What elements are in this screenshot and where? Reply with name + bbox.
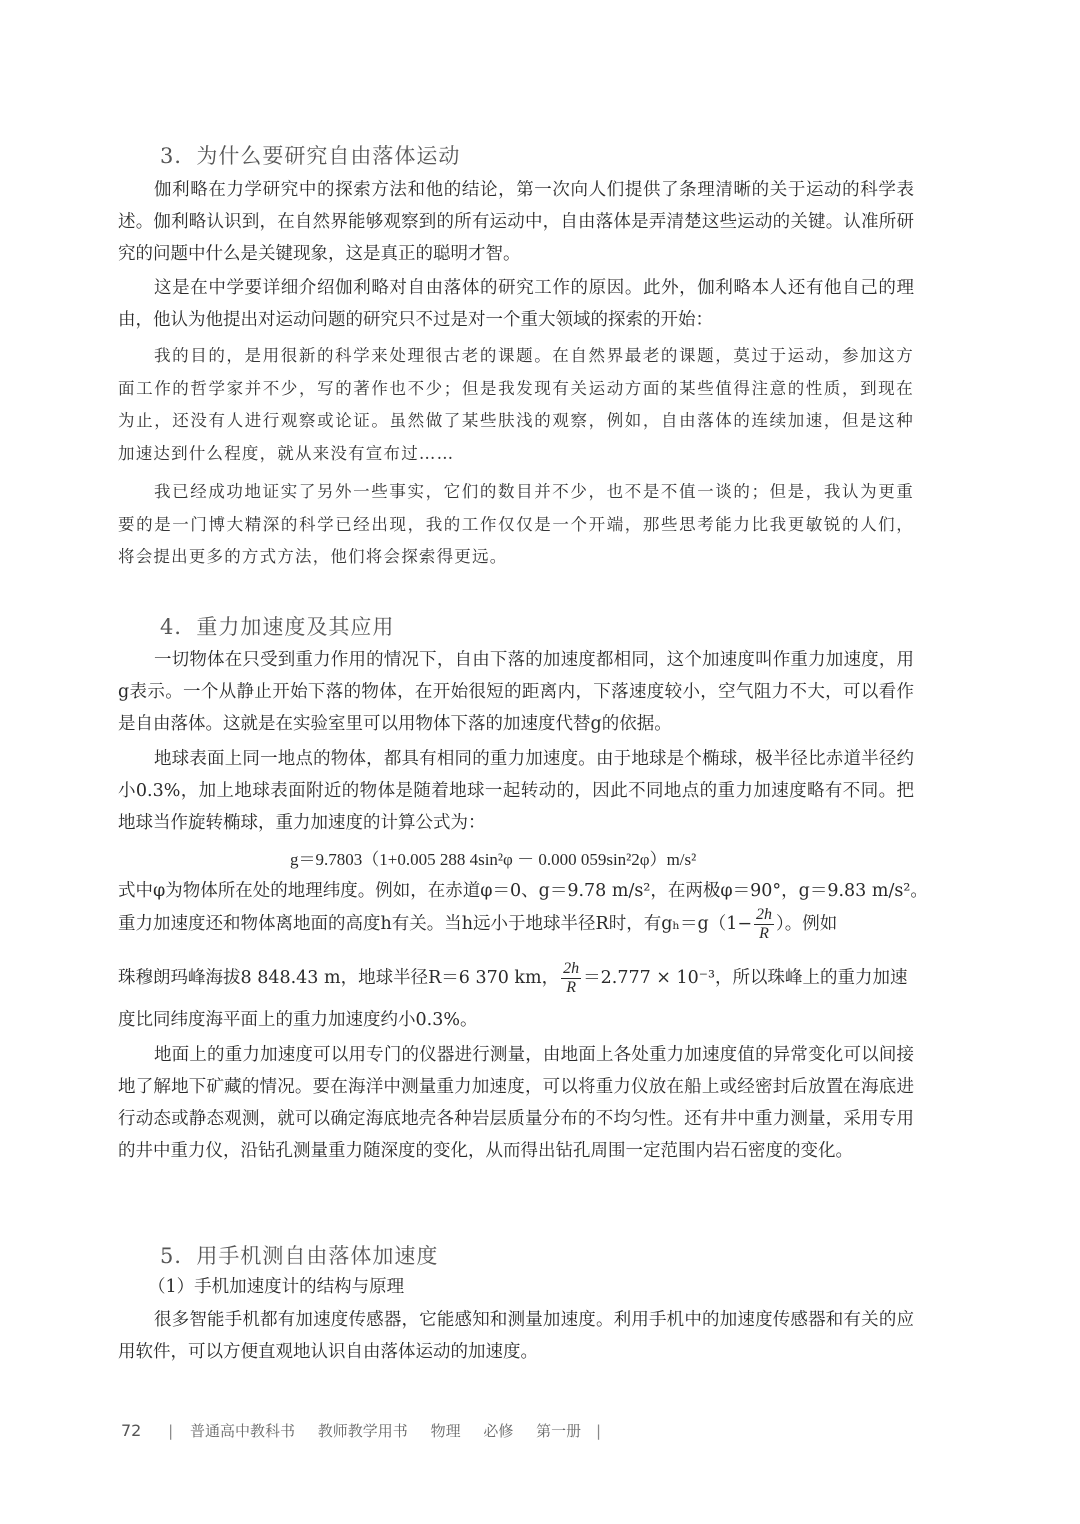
section-5-subheading: （1）手机加速度计的结构与原理 (148, 1277, 405, 1297)
everest-conclusion-line: 度比同纬度海平面上的重力加速度约小0.3%。 (118, 1010, 478, 1030)
fraction-denominator: R (759, 925, 769, 942)
fraction-2h-over-R-value (561, 960, 581, 997)
gravity-formula: g＝9.7803（1+0.005 288 4sin²φ － 0.000 059sin²2φ）m/s² (290, 850, 697, 869)
page-footer (121, 1420, 601, 1441)
section-3-heading: 3．为什么要研究自由落体运动 (160, 144, 461, 168)
height-relation-text-end: ）。例如 (776, 914, 838, 934)
fraction-numerator: 2h (563, 960, 580, 977)
everest-example-line (118, 960, 908, 997)
fraction-2h-over-R (754, 906, 774, 943)
footer-category: 必修 (483, 1422, 514, 1440)
fraction-numerator: 2h (756, 906, 772, 923)
section-3-paragraph-2: 这是在中学要详细介绍伽利略对自由落体的研究工作的原因。此外，伽利略本人还有他自己的理由，他认为他提出对运动问题的研究只不过是对一个重大领域的探索的开始： (118, 278, 914, 330)
section-4-paragraph-3: 地面上的重力加速度可以用专门的仪器进行测量，由地面上各处重力加速度值的异常变化可以间接地了解地下矿藏的情况。要在海洋中测量重力加速度，可以将重力仪放在船上或经密封后放置在海底进行动态或静态观测，就可以确定海底地壳各种岩层质量分布的不均匀性。还有井中重力测量，采用专用的井中重力仪，沿钻孔测量重力随深度的变化，从而得出钻孔周围一定范围内岩石密度的变化。 (118, 1045, 914, 1161)
footer-volume: 第一册 (536, 1422, 582, 1440)
footer-divider-end: | (595, 1422, 602, 1440)
galileo-quote-1: 我的目的，是用很新的科学来处理很古老的课题。在自然界最老的课题，莫过于运动，参加这方面工作的哲学家并不少，写的著作也不少；但是我发现有关运动方面的某些值得注意的性质，到现在为止，还没有人进行观察或论证。虽然做了某些肤浅的观察，例如，自由落体的连续加速，但是这种加速达到什么程度，就从来没有宣布过…… (118, 346, 914, 463)
section-4-paragraph-2: 地球表面上同一地点的物体，都具有相同的重力加速度。由于地球是个椭球，极半径比赤道半径约小0.3%，加上地球表面附近的物体是随着地球一起转动的，因此不同地点的重力加速度略有不同。把地球当作旋转椭球，重力加速度的计算公式为： (118, 749, 914, 833)
height-relation-line (118, 906, 837, 943)
fraction-denominator: R (566, 979, 577, 996)
latitude-example-line: 式中φ为物体所在处的地理纬度。例如，在赤道φ＝0、g＝9.78 m/s²，在两极φ＝90°，g＝9.83 m/s²。 (118, 881, 928, 901)
section-5-heading: 5．用手机测自由落体加速度 (160, 1244, 439, 1268)
footer-divider: | (168, 1422, 174, 1440)
galileo-quote-2: 我已经成功地证实了另外一些事实，它们的数目并不少，也不是不值一谈的；但是，我认为更重要的是一门博大精深的科学已经出现，我的工作仅仅是一个开端，那些思考能力比我更敏锐的人们，将会提出更多的方式方法，他们将会探索得更远。 (118, 482, 914, 566)
footer-book-type: 教师教学用书 (317, 1422, 408, 1440)
section-3-paragraph-1: 伽利略在力学研究中的探索方法和他的结论，第一次向人们提供了条理清晰的关于运动的科学表述。伽利略认识到，在自然界能够观察到的所有运动中，自由落体是弄清楚这些运动的关键。认准所研究的问题中什么是关键现象，这是真正的聪明才智。 (118, 180, 914, 264)
everest-text-end: ＝2.777 × 10⁻³，所以珠峰上的重力加速 (583, 968, 908, 988)
section-4-heading: 4．重力加速度及其应用 (160, 615, 395, 639)
footer-subject: 物理 (430, 1422, 461, 1440)
footer-series: 普通高中教科书 (189, 1422, 295, 1440)
height-relation-text: 重力加速度还和物体离地面的高度h有关。当h远小于地球半径R时，有gₕ＝g（1− (118, 914, 752, 934)
page-number: 72 (121, 1421, 142, 1440)
section-4-paragraph-1: 一切物体在只受到重力作用的情况下，自由下落的加速度都相同，这个加速度叫作重力加速度，用g表示。一个从静止开始下落的物体，在开始很短的距离内，下落速度较小，空气阻力不大，可以看作是自由落体。这就是在实验室里可以用物体下落的加速度代替g的依据。 (118, 650, 914, 734)
everest-text: 珠穆朗玛峰海拔8 848.43 m，地球半径R＝6 370 km， (118, 968, 560, 988)
section-5-paragraph-1: 很多智能手机都有加速度传感器，它能感知和测量加速度。利用手机中的加速度传感器和有关的应用软件，可以方便直观地认识自由落体运动的加速度。 (118, 1310, 914, 1362)
